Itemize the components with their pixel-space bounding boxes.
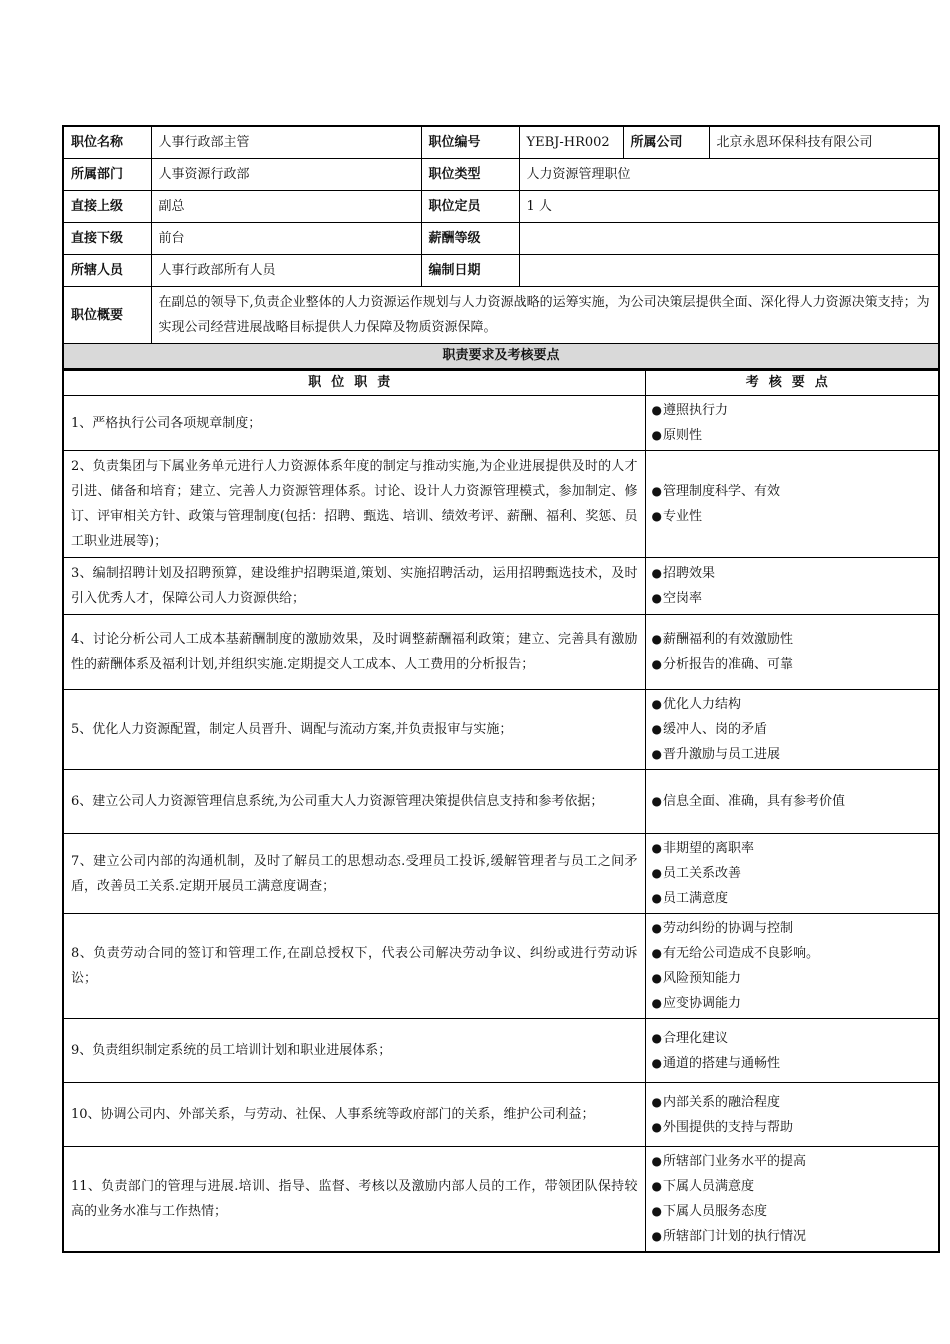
date-value bbox=[519, 255, 939, 287]
kpi-text: 原则性 bbox=[662, 428, 702, 443]
kpi-cell bbox=[645, 834, 939, 914]
kpi-item bbox=[652, 504, 933, 529]
bullet-icon: ● bbox=[651, 428, 662, 442]
kpi-item bbox=[652, 1199, 933, 1224]
duty-row bbox=[63, 1147, 939, 1253]
position-code-label: 职位编号 bbox=[421, 126, 519, 159]
kpi-text: 员工关系改善 bbox=[662, 866, 741, 881]
bullet-icon: ● bbox=[651, 1179, 662, 1193]
duty-text: 11、负责部门的管理与进展.培训、指导、监督、考核以及激励内部人员的工作，带领团队保持较高的业务水准与工作热情； bbox=[63, 1147, 645, 1253]
kpi-item bbox=[652, 991, 933, 1016]
duty-row bbox=[63, 451, 939, 558]
kpi-text: 通道的搭建与通畅性 bbox=[662, 1055, 780, 1071]
kpi-text: 下属人员服务态度 bbox=[662, 1204, 767, 1219]
bullet-icon: ● bbox=[651, 921, 662, 935]
bullet-icon: ● bbox=[651, 697, 662, 711]
bullet-icon: ● bbox=[651, 747, 662, 761]
kpi-cell bbox=[645, 690, 939, 770]
kpi-cell bbox=[645, 914, 939, 1019]
position-info-table bbox=[62, 125, 940, 370]
kpi-item bbox=[652, 1026, 933, 1051]
kpi-text: 晋升激励与员工进展 bbox=[662, 747, 780, 762]
kpi-cell bbox=[645, 1147, 939, 1253]
position-code-value: YEBJ-HR002 bbox=[519, 126, 623, 159]
kpi-text: 非期望的离职率 bbox=[662, 841, 754, 856]
duty-row bbox=[63, 558, 939, 615]
salary-grade-label: 薪酬等级 bbox=[421, 223, 519, 255]
kpi-item bbox=[652, 627, 933, 652]
company-value: 北京永恩环保科技有限公司 bbox=[709, 126, 939, 159]
kpi-text: 下属人员满意度 bbox=[662, 1179, 754, 1194]
duties-table bbox=[62, 370, 940, 1253]
duty-row bbox=[63, 770, 939, 834]
kpi-item bbox=[652, 1051, 933, 1076]
kpi-text: 应变协调能力 bbox=[662, 996, 741, 1011]
duty-text: 3、编制招聘计划及招聘预算，建设维护招聘渠道,策划、实施招聘活动，运用招聘甄选技术，及时引入优秀人才，保障公司人力资源供给； bbox=[63, 558, 645, 615]
staff-value: 人事行政部所有人员 bbox=[151, 255, 421, 287]
kpi-item bbox=[652, 586, 933, 611]
kpi-text: 内部关系的融洽程度 bbox=[662, 1094, 780, 1110]
kpi-item bbox=[652, 692, 933, 717]
kpi-cell bbox=[645, 770, 939, 834]
kpi-cell bbox=[645, 396, 939, 451]
duty-row bbox=[63, 615, 939, 690]
position-type-label: 职位类型 bbox=[421, 159, 519, 191]
kpi-text: 劳动纠纷的协调与控制 bbox=[662, 921, 793, 936]
kpi-cell bbox=[645, 615, 939, 690]
department-value: 人事资源行政部 bbox=[151, 159, 421, 191]
position-name-label: 职位名称 bbox=[63, 126, 151, 159]
bullet-icon: ● bbox=[651, 509, 662, 523]
kpi-item bbox=[652, 742, 933, 767]
staff-label: 所辖人员 bbox=[63, 255, 151, 287]
kpi-text: 薪酬福利的有效激励性 bbox=[662, 632, 793, 647]
kpi-text: 分析报告的准确、可靠 bbox=[662, 657, 793, 672]
kpi-item bbox=[652, 916, 933, 941]
bullet-icon: ● bbox=[651, 996, 662, 1010]
bullet-icon: ● bbox=[651, 1094, 662, 1109]
department-label: 所属部门 bbox=[63, 159, 151, 191]
kpi-text: 合理化建议 bbox=[662, 1030, 728, 1046]
kpi-item bbox=[652, 966, 933, 991]
duty-text: 8、负责劳动合同的签订和管理工作,在副总授权下，代表公司解决劳动争议、纠纷或进行劳动诉讼； bbox=[63, 914, 645, 1019]
bullet-icon: ● bbox=[651, 946, 662, 960]
kpi-item bbox=[652, 1115, 933, 1140]
bullet-icon: ● bbox=[651, 1229, 662, 1243]
position-type-value: 人力资源管理职位 bbox=[519, 159, 939, 191]
bullet-icon: ● bbox=[651, 403, 662, 417]
kpi-item bbox=[652, 479, 933, 504]
duty-text: 7、建立公司内部的沟通机制，及时了解员工的思想动态.受理员工投诉,缓解管理者与员工之间矛盾，改善员工关系.定期开展员工满意度调查； bbox=[63, 834, 645, 914]
company-label: 所属公司 bbox=[623, 126, 709, 159]
bullet-icon: ● bbox=[651, 841, 662, 855]
kpi-item bbox=[652, 561, 933, 586]
subordinate-label: 直接下级 bbox=[63, 223, 151, 255]
date-label: 编制日期 bbox=[421, 255, 519, 287]
duty-row bbox=[63, 1083, 939, 1147]
bullet-icon: ● bbox=[651, 1154, 662, 1168]
kpi-item bbox=[652, 1224, 933, 1249]
kpi-text: 员工满意度 bbox=[662, 891, 728, 906]
kpi-cell bbox=[645, 451, 939, 558]
kpi-item bbox=[652, 886, 933, 911]
kpi-text: 招聘效果 bbox=[662, 566, 715, 581]
superior-value: 副总 bbox=[151, 191, 421, 223]
bullet-icon: ● bbox=[651, 632, 662, 646]
kpi-text: 专业性 bbox=[662, 509, 702, 524]
kpi-text: 信息全面、准确，具有参考价值 bbox=[662, 794, 845, 809]
duty-row bbox=[63, 690, 939, 770]
bullet-icon: ● bbox=[651, 794, 662, 808]
duty-text: 2、负责集团与下属业务单元进行人力资源体系年度的制定与推动实施,为企业进展提供及时的人才引进、储备和培育；建立、完善人力资源管理体系。讨论、设计人力资源管理模式，参加制定、修订、评审相关方针、政策与管理制度(包括：招聘、甄选、培训、绩效考评、薪酬、福利、奖惩、员工职业进展等)； bbox=[63, 451, 645, 558]
bullet-icon: ● bbox=[651, 891, 662, 905]
kpi-text: 管理制度科学、有效 bbox=[662, 484, 780, 499]
kpi-text: 缓冲人、岗的矛盾 bbox=[662, 722, 767, 737]
kpi-text: 有无给公司造成不良影响。 bbox=[662, 946, 819, 961]
kpi-item bbox=[652, 1090, 933, 1115]
kpi-text: 所辖部门业务水平的提高 bbox=[662, 1154, 806, 1169]
kpi-column-header: 考核要点 bbox=[645, 371, 939, 396]
kpi-cell bbox=[645, 1019, 939, 1083]
superior-label: 直接上级 bbox=[63, 191, 151, 223]
bullet-icon: ● bbox=[651, 591, 662, 605]
duty-text: 9、负责组织制定系统的员工培训计划和职业进展体系； bbox=[63, 1019, 645, 1083]
bullet-icon: ● bbox=[651, 657, 662, 671]
kpi-item bbox=[652, 1174, 933, 1199]
headcount-label: 职位定员 bbox=[421, 191, 519, 223]
kpi-text: 优化人力结构 bbox=[662, 697, 741, 712]
bullet-icon: ● bbox=[651, 1030, 662, 1045]
kpi-text: 外围提供的支持与帮助 bbox=[662, 1119, 793, 1135]
kpi-text: 遵照执行力 bbox=[662, 403, 728, 418]
duty-row bbox=[63, 1019, 939, 1083]
summary-label: 职位概要 bbox=[63, 287, 151, 344]
bullet-icon: ● bbox=[651, 722, 662, 736]
position-name-value: 人事行政部主管 bbox=[151, 126, 421, 159]
kpi-item bbox=[652, 717, 933, 742]
kpi-item bbox=[652, 836, 933, 861]
duty-text: 10、协调公司内、外部关系，与劳动、社保、人事系统等政府部门的关系，维护公司利益； bbox=[63, 1083, 645, 1147]
duty-row bbox=[63, 834, 939, 914]
kpi-item bbox=[652, 941, 933, 966]
kpi-text: 空岗率 bbox=[662, 591, 702, 606]
kpi-item bbox=[652, 861, 933, 886]
duty-text: 4、讨论分析公司人工成本基薪酬制度的激励效果，及时调整薪酬福利政策；建立、完善具有激励性的薪酬体系及福利计划,并组织实施.定期提交人工成本、人工费用的分析报告； bbox=[63, 615, 645, 690]
bullet-icon: ● bbox=[651, 1055, 662, 1070]
bullet-icon: ● bbox=[651, 1204, 662, 1218]
kpi-item bbox=[652, 398, 933, 423]
duty-row bbox=[63, 396, 939, 451]
job-description-sheet bbox=[62, 125, 938, 1253]
kpi-item bbox=[652, 1149, 933, 1174]
duty-text: 6、建立公司人力资源管理信息系统,为公司重大人力资源管理决策提供信息支持和参考依据； bbox=[63, 770, 645, 834]
kpi-cell bbox=[645, 1083, 939, 1147]
kpi-cell bbox=[645, 558, 939, 615]
kpi-item bbox=[652, 789, 933, 814]
bullet-icon: ● bbox=[651, 971, 662, 985]
bullet-icon: ● bbox=[651, 1119, 662, 1134]
bullet-icon: ● bbox=[651, 484, 662, 498]
summary-value: 在副总的领导下,负责企业整体的人力资源运作规划与人力资源战略的运筹实施，为公司决策层提供全面、深化得人力资源决策支持；为实现公司经营进展战略目标提供人力保障及物质资源保障。 bbox=[151, 287, 939, 344]
bullet-icon: ● bbox=[651, 566, 662, 580]
headcount-value: 1 人 bbox=[519, 191, 939, 223]
kpi-item bbox=[652, 423, 933, 448]
kpi-text: 所辖部门计划的执行情况 bbox=[662, 1229, 806, 1244]
kpi-item bbox=[652, 652, 933, 677]
bullet-icon: ● bbox=[651, 866, 662, 880]
duty-text: 5、优化人力资源配置，制定人员晋升、调配与流动方案,并负责报审与实施； bbox=[63, 690, 645, 770]
duty-text: 1、严格执行公司各项规章制度； bbox=[63, 396, 645, 451]
kpi-text: 风险预知能力 bbox=[662, 971, 741, 986]
duty-column-header: 职位职责 bbox=[63, 371, 645, 396]
subordinate-value: 前台 bbox=[151, 223, 421, 255]
salary-grade-value bbox=[519, 223, 939, 255]
duty-row bbox=[63, 914, 939, 1019]
section-title: 职责要求及考核要点 bbox=[63, 344, 939, 370]
